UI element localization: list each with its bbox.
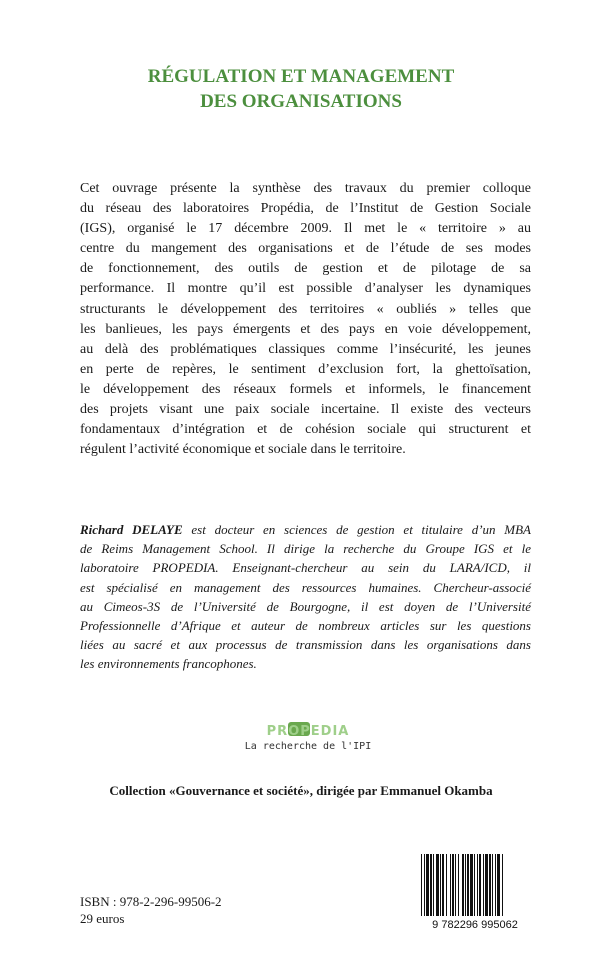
logo-tagline: La recherche de l'IPI <box>244 741 372 752</box>
logo-wordmark: PROPEDIA <box>266 724 350 739</box>
summary-line: du réseau des laboratoires Propédia, de l’Institut de Gestion Sociale <box>80 201 531 217</box>
bio-first-line-text: est docteur en sciences de gestion et titulaire d’un MBA <box>182 522 531 537</box>
bio-line: laboratoire PROPEDIA. Enseignant-chercheur au sein du LARA/ICD, il <box>80 560 531 576</box>
summary-line: centre du mangement des organisations et de l’étude de ses modes <box>80 241 531 257</box>
bio-line: de Reims Management School. Il dirige la recherche du Groupe IGS et le <box>80 541 531 557</box>
propedia-logo <box>228 721 388 753</box>
barcode-bars <box>421 854 503 916</box>
title-line-1: RÉGULATION ET MANAGEMENT <box>147 66 455 87</box>
bio-line: est spécialisé en management des ressources humaines. Chercheur-associé <box>80 579 531 595</box>
summary-line: des projets visant une paix sociale incertaine. Il existe des vecteurs <box>80 402 531 418</box>
bio-line: les environnements francophones. <box>80 656 257 672</box>
book-title <box>0 64 602 114</box>
author-name: Richard DELAYE <box>80 522 183 537</box>
collection-line: Collection «Gouvernance et société», dirigée par Emmanuel Okamba <box>109 783 493 798</box>
isbn-block <box>80 893 222 927</box>
bio-line: liées au sacré et aux processus de transmission dans les organisations dans <box>80 637 531 653</box>
bio-line: Professionnelle d’Afrique et auteur de nombreux articles sur les questions <box>80 618 531 634</box>
title-line-2: DES ORGANISATIONS <box>200 91 402 112</box>
summary-line: au delà des problématiques classiques comme l’insécurité, les jeunes <box>80 341 531 357</box>
summary-line: (IGS), organisé le 17 décembre 2009. Il met le « territoire » au <box>80 221 531 237</box>
summary-text <box>80 179 531 460</box>
summary-line: les banlieues, les pays émergents et des pays en voie développement, <box>80 321 531 337</box>
bio-line: au Cimeos-3S de l’Université de Bourgogne, il est doyen de l’Université <box>80 598 531 614</box>
summary-line: de fonctionnement, des outils de gestion et de pilotage de sa <box>80 261 531 277</box>
summary-line: le développement des réseaux formels et informels, le financement <box>80 381 531 397</box>
price: 29 euros <box>80 911 125 926</box>
isbn-number: ISBN : 978-2-296-99506-2 <box>80 894 222 909</box>
barcode-digits: 9 782296 995062 <box>432 919 518 930</box>
author-bio <box>80 520 531 674</box>
barcode <box>417 852 533 930</box>
summary-line: structurants le développement des territoires « oubliés » telles que <box>80 301 531 317</box>
summary-line: en perte de repères, le sentiment d’exclusion fort, la ghettoïsation, <box>80 361 531 377</box>
summary-line: régulent l’activité économique et sociale dans le territoire. <box>80 442 406 458</box>
summary-line: Cet ouvrage présente la synthèse des travaux du premier colloque <box>80 181 531 196</box>
bio-line <box>80 520 531 539</box>
summary-line: performance. Il montre qu’il est possible d’analyser les dynamiques <box>80 281 531 297</box>
summary-line: fondamentaux d’intégration et de cohésion sociale qui structurent et <box>80 422 531 438</box>
